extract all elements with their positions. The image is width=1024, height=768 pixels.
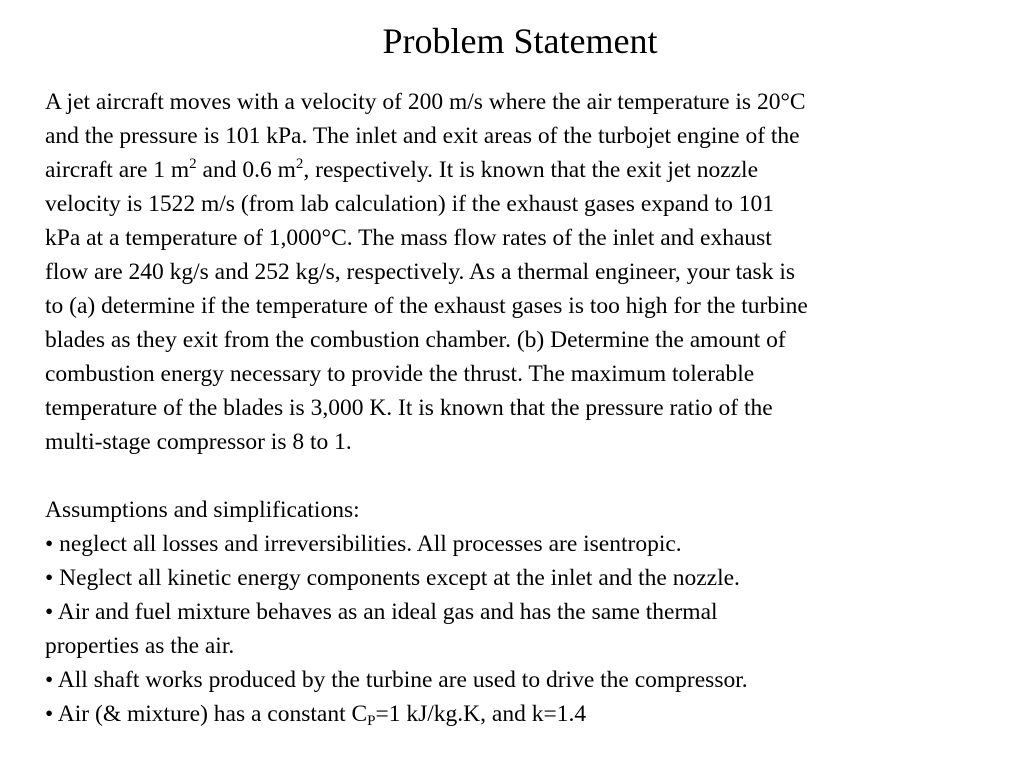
problem-line: multi-stage compressor is 8 to 1.	[45, 429, 352, 455]
assumption-text: • Air (& mixture) has a constant C	[45, 701, 368, 727]
problem-line	[45, 153, 985, 187]
problem-line: combustion energy necessary to provide the thrust. The maximum tolerable	[45, 361, 755, 387]
assumption-bullet: • All shaft works produced by the turbine are used to drive the compressor.	[45, 667, 748, 693]
assumption-bullet: • Neglect all kinetic energy components except at the inlet and the nozzle.	[45, 565, 740, 591]
assumptions-heading: Assumptions and simplifications:	[45, 497, 360, 523]
problem-line: temperature of the blades is 3,000 K. It is known that the pressure ratio of the	[45, 395, 773, 421]
problem-text: and 0.6 m	[196, 157, 296, 183]
assumption-text: =1 kJ/kg.K, and k=1.4	[375, 701, 587, 727]
assumption-bullet: • neglect all losses and irreversibilities. All processes are isentropic.	[45, 531, 682, 557]
assumption-bullet: • Air and fuel mixture behaves as an ideal gas and has the same thermal	[45, 599, 718, 625]
problem-line: to (a) determine if the temperature of the exhaust gases is too high for the turbine	[45, 293, 808, 319]
paragraph-spacer	[45, 459, 985, 493]
problem-text: , respectively. It is known that the exit jet nozzle	[303, 157, 759, 183]
problem-line: flow are 240 kg/s and 252 kg/s, respectively. As a thermal engineer, your task is	[45, 259, 796, 285]
assumption-bullet	[45, 697, 985, 731]
slide-body	[45, 85, 985, 731]
assumptions-section	[45, 493, 985, 731]
subscript: P	[367, 713, 376, 729]
superscript: 2	[295, 156, 304, 172]
assumption-bullet-continuation: properties as the air.	[45, 633, 235, 659]
superscript: 2	[189, 156, 197, 172]
slide-title: Problem Statement	[382, 21, 658, 61]
problem-paragraph	[45, 85, 985, 459]
problem-line: and the pressure is 101 kPa. The inlet and exit areas of the turbojet engine of the	[45, 123, 800, 149]
problem-line: blades as they exit from the combustion chamber. (b) Determine the amount of	[45, 327, 786, 353]
problem-line: A jet aircraft moves with a velocity of 200 m/s where the air temperature is 20°C	[45, 89, 806, 115]
problem-text: aircraft are 1 m	[45, 157, 190, 183]
problem-line: velocity is 1522 m/s (from lab calculation) if the exhaust gases expand to 101	[45, 191, 774, 217]
problem-line: kPa at a temperature of 1,000°C. The mass flow rates of the inlet and exhaust	[45, 225, 772, 251]
